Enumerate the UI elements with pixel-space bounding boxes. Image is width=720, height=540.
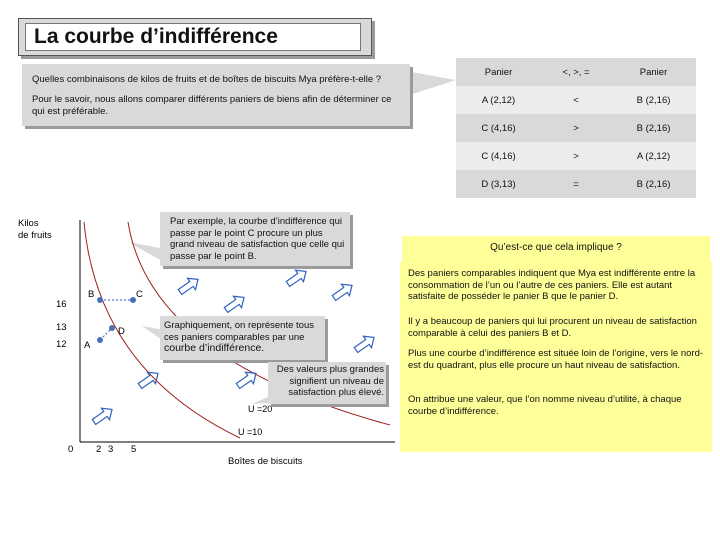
- x-tick-label: 0: [68, 444, 74, 455]
- page-title: La courbe d’indifférence: [34, 25, 278, 48]
- table-header-cell: <, >, =: [541, 58, 611, 86]
- implication-title-box: [402, 236, 710, 262]
- table-cell: <: [541, 86, 611, 114]
- table-cell: =: [541, 170, 611, 198]
- table-cell: B (2,16): [611, 170, 696, 198]
- table-row: [456, 114, 696, 142]
- implication-title: Qu’est-ce que cela implique ?: [490, 242, 622, 253]
- point-label: A: [84, 340, 91, 351]
- implication-panel: [400, 262, 712, 452]
- table-header-cell: Panier: [456, 58, 541, 86]
- point-d: [109, 325, 115, 331]
- arrow-icon: [330, 280, 356, 304]
- arrow-icon: [176, 274, 202, 298]
- x-tick-label: 3: [108, 444, 114, 455]
- x-tick-label: 2: [96, 444, 102, 455]
- y-axis-label: Kilos: [18, 218, 39, 229]
- arrow-icon: [90, 404, 116, 428]
- arrow-icon: [136, 368, 162, 392]
- table-cell: B (2,16): [611, 114, 696, 142]
- table-cell: C (4,16): [456, 142, 541, 170]
- question-callout: [22, 64, 410, 126]
- table-header-row: [456, 58, 696, 86]
- point-b: [97, 297, 103, 303]
- values-callout-text: Des valeurs plus grandes signifient un niveau de satisfaction plus élevé.: [276, 364, 384, 398]
- x-tick-label: 5: [131, 444, 137, 455]
- example-callout: [160, 212, 350, 266]
- point-label: D: [118, 326, 125, 337]
- implication-paragraph: Des paniers comparables indiquent que Mya est indifférente entre la consommation de l’un ou l’autre de ces paniers. Elle est autant satisfaite de posséder le panier B que le panier D.: [408, 268, 696, 302]
- table-row: [456, 86, 696, 114]
- curve-label: U =10: [238, 427, 263, 437]
- graph-callout-text: [164, 320, 324, 355]
- point-label: C: [136, 289, 143, 300]
- implication-paragraph: Plus une courbe d’indifférence est située loin de l’origine, vers le nord-est du quadrant, plus elle procure un haut niveau de satisfaction.: [408, 348, 704, 371]
- example-callout-text: Par exemple, la courbe d’indifférence qui passe par le point C procure un plus grand niveau de satisfaction que celle qui passe par le point B.: [170, 216, 345, 262]
- table-cell: B (2,16): [611, 86, 696, 114]
- table-row: [456, 170, 696, 198]
- arrow-icon: [234, 368, 260, 392]
- question-subtext: Pour le savoir, nous allons comparer différents paniers de biens afin de déterminer ce qui est préférable.: [32, 94, 392, 117]
- comparison-table: [456, 58, 696, 198]
- table-header-cell: Panier: [611, 58, 696, 86]
- values-callout: [268, 362, 386, 404]
- question-text: Quelles combinaisons de kilos de fruits et de boîtes de biscuits Mya préfère-t-elle ?: [32, 74, 382, 85]
- arrow-icon: [222, 292, 248, 316]
- arrow-icon: [284, 266, 310, 290]
- implication-paragraph: Il y a beaucoup de paniers qui lui procurent un niveau de satisfaction comparable à celui des paniers B et D.: [408, 316, 697, 339]
- y-tick-label: 13: [56, 322, 67, 333]
- table-cell: D (3,13): [456, 170, 541, 198]
- point-label: B: [88, 289, 95, 300]
- y-axis-label: de fruits: [18, 230, 52, 241]
- graph-callout-emphasis: courbe d’indifférence.: [164, 342, 265, 354]
- implication-paragraph: On attribue une valeur, que l’on nomme niveau d’utilité, à chaque courbe d’indifférence.: [408, 394, 682, 417]
- point-a: [97, 337, 103, 343]
- table-row: [456, 142, 696, 170]
- table-cell: >: [541, 114, 611, 142]
- curve-label: U =20: [248, 404, 273, 414]
- arrow-icon: [352, 332, 378, 356]
- graph-callout: [160, 316, 325, 360]
- y-tick-label: 16: [56, 299, 67, 310]
- table-cell: C (4,16): [456, 114, 541, 142]
- y-tick-label: 12: [56, 339, 67, 350]
- table-cell: A (2,12): [611, 142, 696, 170]
- x-axis-label: Boîtes de biscuits: [228, 456, 303, 467]
- table-cell: >: [541, 142, 611, 170]
- table-cell: A (2,12): [456, 86, 541, 114]
- graph-callout-part: Graphiquement, on représente tous ces paniers comparables par une: [164, 320, 314, 343]
